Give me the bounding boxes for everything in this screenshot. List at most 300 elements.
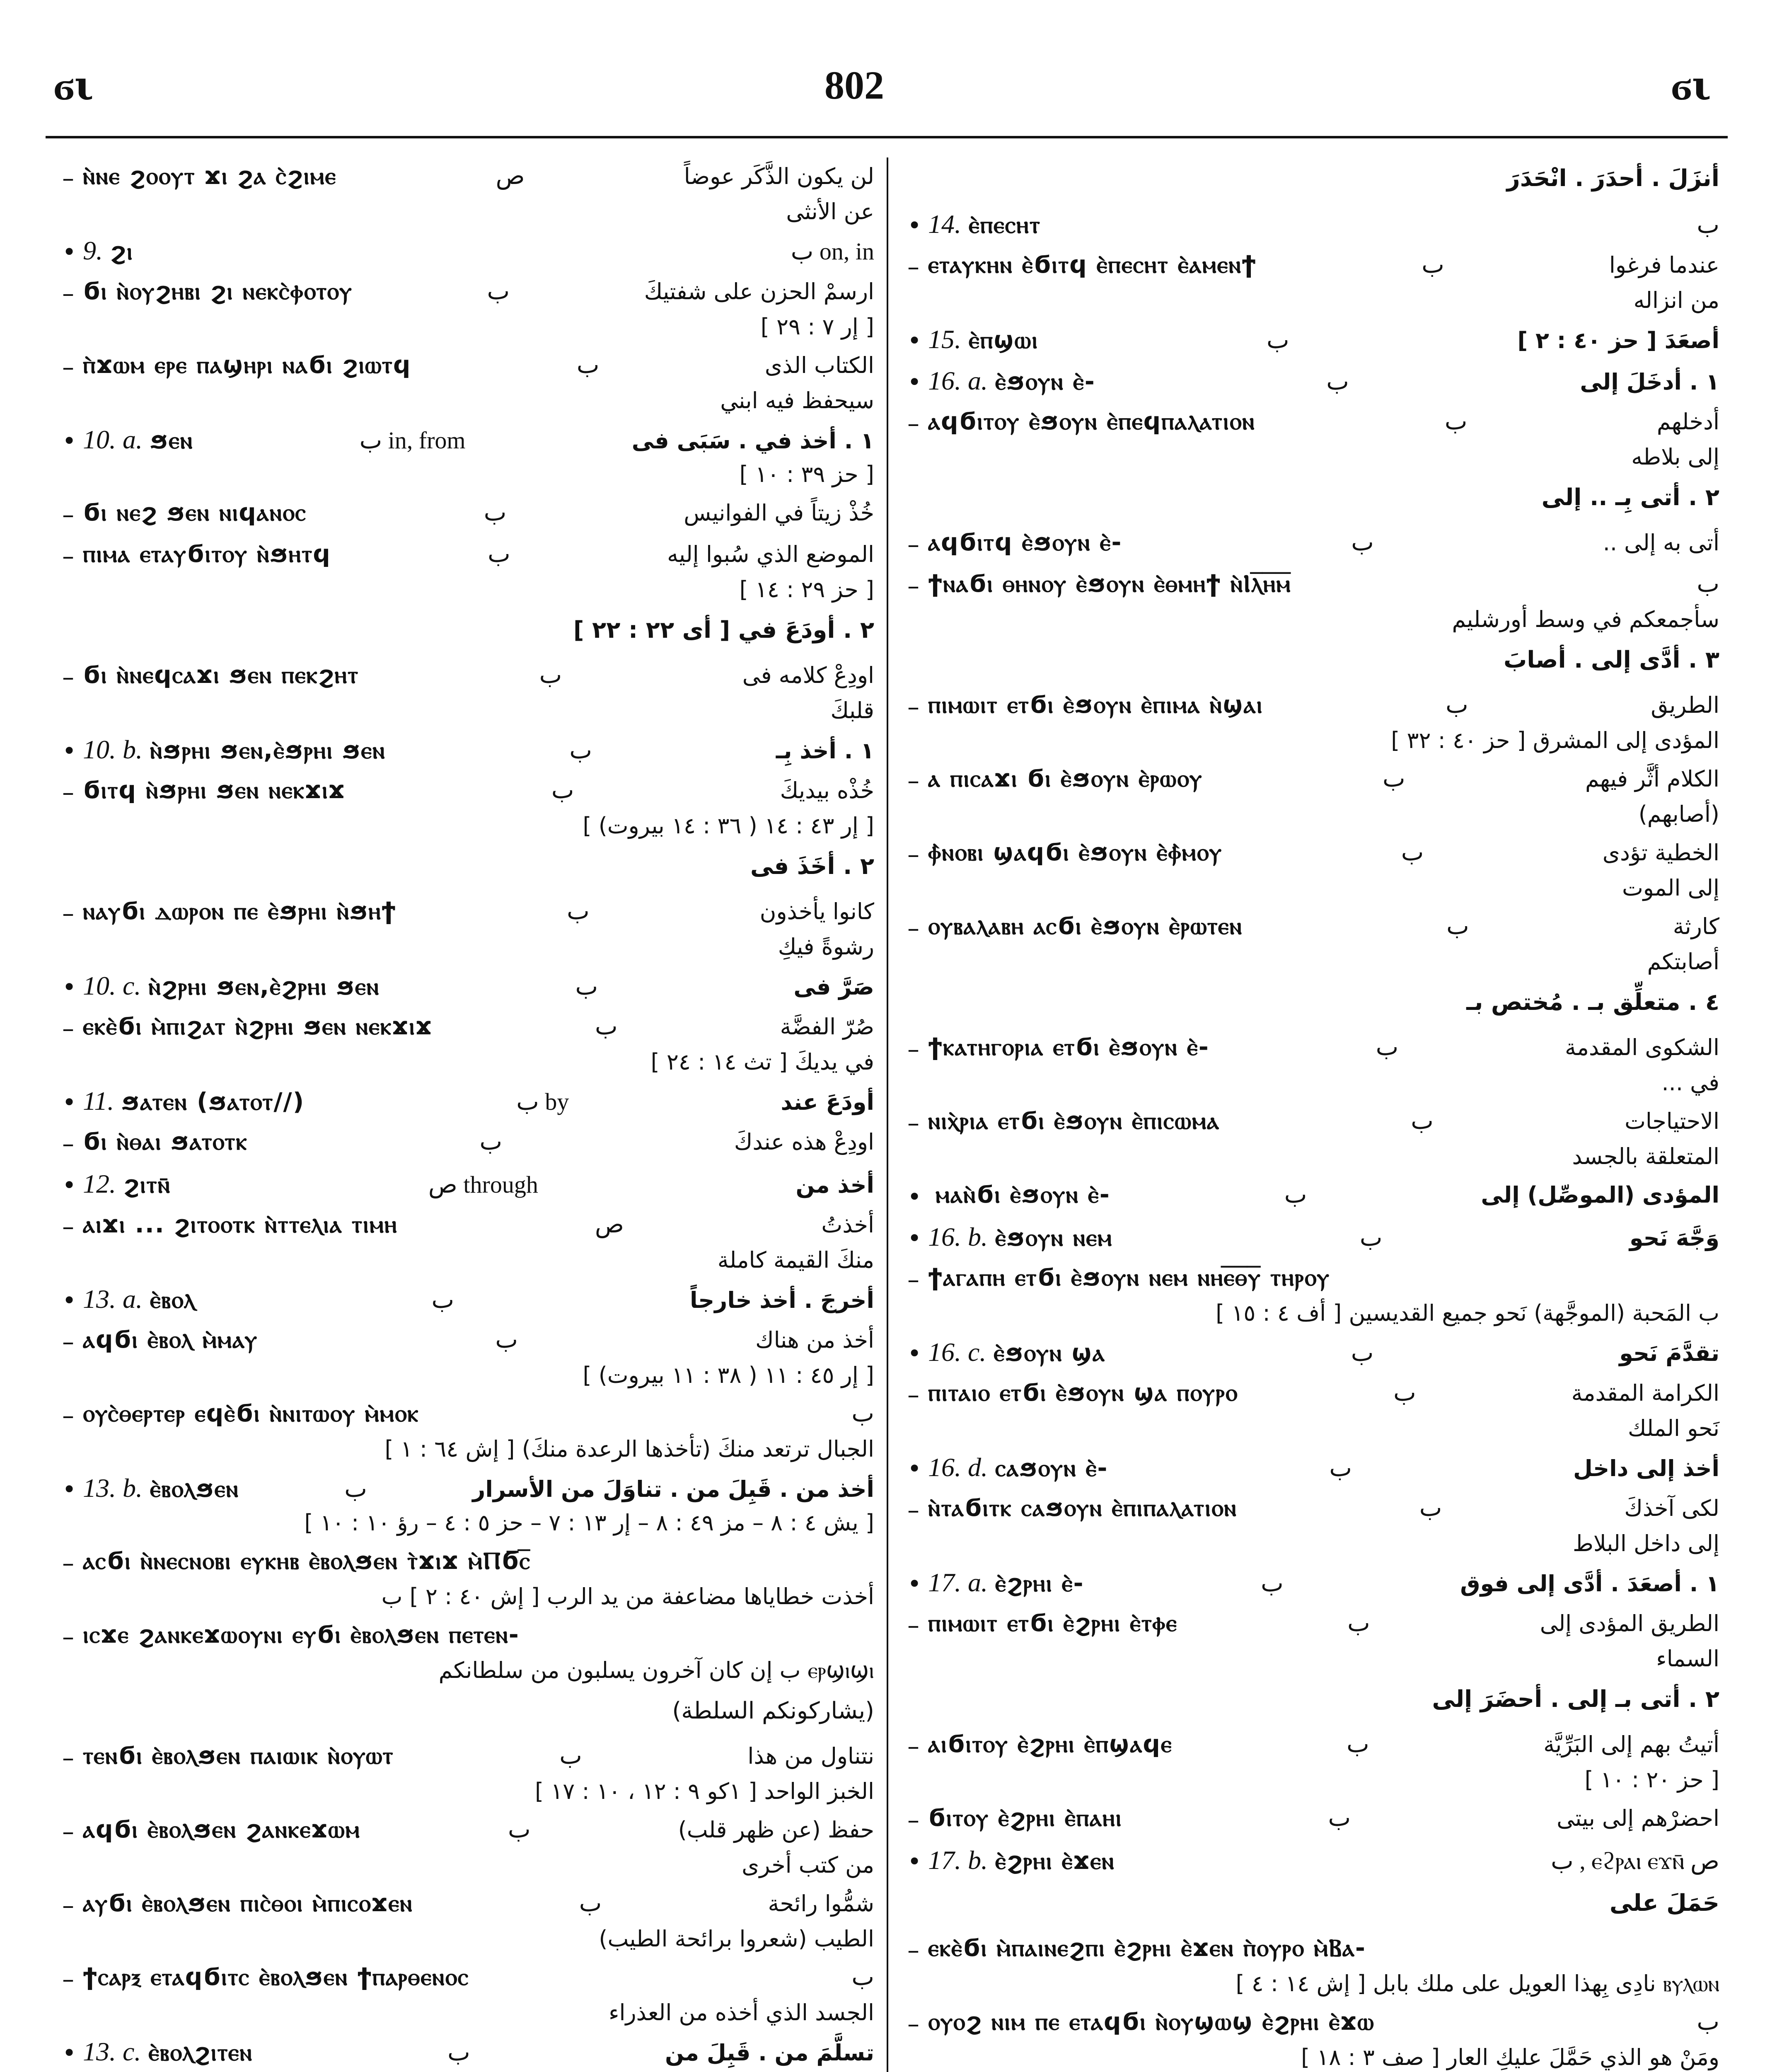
coptic-text: ⲁⲥϭⲓ ⲛ̀ⲛⲉⲥⲛⲟⲃⲓ ⲉⲩⲕⲏⲃ ⲉ̀ⲃⲟⲗϧⲉⲛ ⲧ̀ϫⲓϫ ⲙ̀Ⲡϭ̅ⲥ̅ xyxy=(83,1547,531,1575)
coptic-text: ⲛⲁⲩϭⲓ ⲇⲱⲣⲟⲛ ⲡⲉ ⲉ̀ϧⲣⲏⲓ ⲛ̀ϧⲏϯ xyxy=(83,897,397,925)
entry-line xyxy=(83,162,874,196)
entry-lemma xyxy=(83,1086,305,1116)
arabic-gloss: الخطية تؤدى xyxy=(1602,840,1719,866)
entry-lemma xyxy=(83,971,380,1001)
arabic-gloss: أتيتُ بهم إلى البَرِّيَّة xyxy=(1543,1731,1719,1757)
coptic-text: ⲙⲁⲛ̀ϭⲓ ⲉ̀ϧⲟⲩⲛ ⲉ̀- xyxy=(936,1180,1110,1208)
dialect-marker: ب xyxy=(575,973,598,1000)
entry-marker: – xyxy=(62,1213,74,1241)
arabic-gloss: احضرْهم إلى بيتى xyxy=(1557,1805,1719,1831)
dictionary-entry xyxy=(62,351,874,417)
entry-marker: – xyxy=(907,572,919,600)
dictionary-entry xyxy=(62,734,874,768)
entry-lemma xyxy=(83,1127,248,1156)
entry-marker: – xyxy=(62,1402,74,1430)
arabic-continuation: إلى الموت xyxy=(1622,875,1719,901)
entry-body xyxy=(928,1033,1719,1099)
entry-line xyxy=(83,498,874,532)
entry-line xyxy=(83,971,874,1005)
dictionary-entry xyxy=(907,1493,1719,1560)
arabic-gloss: الطريق xyxy=(1651,692,1719,718)
entry-line xyxy=(928,1845,1719,1879)
entry-line xyxy=(928,1337,1719,1371)
dialect-marker: ب xyxy=(1697,2008,1719,2035)
dictionary-entry xyxy=(907,1682,1719,1722)
entry-body xyxy=(928,1337,1719,1371)
dialect-marker: ب xyxy=(1351,1339,1374,1366)
entry-lemma xyxy=(928,1263,1330,1292)
dictionary-entry xyxy=(62,1325,874,1392)
arabic-continuation: رشوةً فيكِ xyxy=(778,934,874,960)
entry-heading-arabic: ٢ . أخَذَ فى xyxy=(750,853,874,880)
entry-line xyxy=(83,1086,874,1120)
dialect-marker: ب xyxy=(559,1742,582,1769)
arabic-gloss: أخذ إلى داخل xyxy=(1573,1455,1719,1481)
arabic-continuation: (أصابهم) xyxy=(1638,801,1719,827)
arabic-gloss: أخذ من هناك xyxy=(755,1327,874,1353)
coptic-text: ⲉ̀ϩⲣⲏⲓ ⲉ̀- xyxy=(995,1569,1084,1597)
dictionary-entry xyxy=(62,1963,874,2029)
entry-body xyxy=(83,776,874,842)
arabic-gloss: الكلام أثَّر فيهم xyxy=(1585,766,1719,792)
entry-lemma xyxy=(83,1741,394,1770)
dialect-marker: ب on, in xyxy=(791,238,874,265)
entry-lemma xyxy=(928,1567,1084,1598)
dictionary-entry xyxy=(907,1222,1719,1256)
dialect-marker: ب xyxy=(508,1816,531,1843)
entry-body xyxy=(928,1378,1719,1445)
entry-line xyxy=(83,1620,874,1654)
entry-body xyxy=(83,1169,874,1203)
coptic-text: ⲁϥϭⲓ ⲉ̀ⲃⲟⲗ ⲙ̀ⲙⲁⲩ xyxy=(83,1325,258,1353)
dictionary-entry xyxy=(62,498,874,532)
entry-number: 16. b. xyxy=(928,1222,988,1251)
entry-body xyxy=(83,235,874,269)
entry-heading-arabic: ٢ . أتى بـ إلى . أحضَرَ إلى xyxy=(1432,1686,1719,1713)
entry-lemma xyxy=(928,1337,1105,1368)
dialect-marker: ب xyxy=(1383,765,1405,792)
entry-line xyxy=(928,1263,1719,1297)
arabic-gloss: ارسمْ الحزن على شفتيكَ xyxy=(644,278,874,305)
arabic-continuation: [ إر ٧ : ٢٩ ] xyxy=(760,314,874,340)
entry-number: 9. xyxy=(83,236,103,265)
entry-line xyxy=(83,277,874,311)
coptic-text: ⲉⲕⲉ̀ϭⲓ ⲙ̀ⲡⲁⲓⲛⲉϩⲡⲓ ⲉ̀ϩⲣⲏⲓ ⲉ̀ϫⲉⲛ ⲡ̀ⲟⲩⲣⲟ ⲙ̀Ⲃⲁ- xyxy=(928,1934,1366,1962)
entry-body xyxy=(928,366,1719,399)
dictionary-entry xyxy=(907,1934,1719,2000)
dictionary-entry xyxy=(62,1210,874,1276)
entry-line xyxy=(928,407,1719,441)
entry-lemma xyxy=(83,235,133,266)
dialect-marker: ب xyxy=(431,1286,455,1313)
entry-line xyxy=(83,1210,874,1244)
entry-number: 10. a. xyxy=(83,425,143,454)
entry-line xyxy=(928,366,1719,399)
coptic-text: ϩⲓ xyxy=(110,237,133,265)
entry-marker: • xyxy=(62,1475,77,1503)
entry-number: 13. a. xyxy=(83,1284,143,1314)
entry-lemma xyxy=(83,776,346,804)
dictionary-entry xyxy=(907,569,1719,636)
arabic-gloss: ١ . أخذ في . سَبَى فى xyxy=(631,428,874,454)
coptic-text: ⲫ̀ⲛⲟⲃⲓ ϣⲁϥϭⲓ ⲉ̀ϧⲟⲩⲛ ⲉ̀ⲫ̀ⲙⲟⲩ xyxy=(928,838,1223,866)
arabic-continuation: في ... xyxy=(1661,1070,1719,1096)
entry-line xyxy=(928,1493,1719,1527)
arabic-gloss: الكتاب الذى xyxy=(764,352,874,378)
entry-body xyxy=(83,1741,874,1808)
entry-body xyxy=(928,1106,1719,1173)
entry-marker: • xyxy=(62,427,77,455)
entry-line xyxy=(83,1963,874,1997)
arabic-gloss: ١ . أخذ بِـ xyxy=(776,738,874,764)
arabic-gloss: تقدَّمَ نَحو xyxy=(1619,1340,1719,1366)
arabic-continuation: [ حز ٢٠ : ١٠ ] xyxy=(1584,1767,1719,1793)
entry-heading-arabic: حَمَلَ على xyxy=(1609,1890,1719,1917)
entry-body xyxy=(83,661,874,727)
entry-lemma xyxy=(83,897,397,925)
entry-line xyxy=(928,1378,1719,1412)
entry-marker: • xyxy=(907,368,922,396)
entry-marker: – xyxy=(62,542,74,570)
dialect-marker: ب xyxy=(1329,1455,1352,1481)
coptic-text: ⲛ̀ⲧⲁϭⲓⲧⲕ ⲥⲁϧⲟⲩⲛ ⲉ̀ⲡⲓⲡⲁⲗⲁⲧⲓⲟⲛ xyxy=(928,1493,1237,1522)
dialect-marker: ب xyxy=(567,898,590,925)
entry-body xyxy=(928,162,1719,201)
dialect-marker: ب xyxy=(1359,1224,1383,1251)
entry-marker: – xyxy=(62,1549,74,1577)
entry-marker: • xyxy=(62,737,77,765)
entry-marker: • xyxy=(907,1224,922,1252)
dictionary-entry xyxy=(907,1567,1719,1601)
entry-marker: – xyxy=(62,1744,74,1772)
entry-line xyxy=(928,250,1719,284)
dictionary-entry xyxy=(907,764,1719,830)
entry-body xyxy=(928,985,1719,1025)
entry-lemma xyxy=(928,2007,1375,2036)
arabic-gloss: عندما فرغوا xyxy=(1609,252,1719,278)
entry-number: 11. xyxy=(83,1086,114,1116)
dictionary-entry xyxy=(907,1845,1719,1879)
entry-body xyxy=(83,1694,874,1734)
entry-lemma xyxy=(928,838,1222,867)
entry-marker: • xyxy=(62,2039,77,2067)
arabic-gloss: وَجَّهَ نَحو xyxy=(1629,1225,1719,1251)
arabic-continuation: [ يش ٤ : ٨ – مز ٤٩ : ٨ – إر ١٣ : ٧ – حز ٥ : ٤ – رؤ ١٠ : ١٠ ] xyxy=(304,1510,874,1536)
entry-line xyxy=(83,734,874,768)
dialect-marker: ب xyxy=(1697,211,1719,238)
dialect-marker: ب xyxy=(344,1475,367,1502)
dictionary-entry xyxy=(62,1620,874,1687)
entry-body xyxy=(928,1845,1719,1879)
entry-body xyxy=(83,1473,874,1539)
entry-marker: – xyxy=(62,164,74,192)
arabic-gloss: ١ . أدخَلَ إلى xyxy=(1580,369,1719,395)
entry-line xyxy=(83,2036,874,2070)
entry-marker: – xyxy=(907,693,919,721)
arabic-continuation: الطيب (شعروا برائحة الطيب) xyxy=(599,1926,874,1952)
entry-marker: – xyxy=(907,1611,919,1639)
right-column xyxy=(907,162,1719,2072)
dictionary-entry xyxy=(907,1378,1719,1445)
entry-lemma xyxy=(928,1803,1122,1832)
entry-body xyxy=(928,1567,1719,1601)
entry-heading-arabic: أنزَلَ . أحدَرَ . انْحَدَرَ xyxy=(1506,165,1719,192)
entry-marker: • xyxy=(62,1286,77,1314)
entry-line xyxy=(83,1889,874,1923)
coptic-text: ϩⲓⲧⲛ̄ xyxy=(123,1170,171,1198)
entry-number: 17. b. xyxy=(928,1845,988,1875)
entry-body xyxy=(928,838,1719,904)
arabic-gloss: أتى به إلى .. xyxy=(1603,530,1719,556)
coptic-text: ⲉⲕⲉ̀ϭⲓ ⲙ̀ⲡⲓϩⲁⲧ ⲛ̀ϩⲣⲏⲓ ϧⲉⲛ ⲛⲉⲕϫⲓϫ xyxy=(83,1012,433,1040)
arabic-continuation: ⲉⲣϣⲓϣⲓ ب إن كان آخرون يسلبون من سلطانكم xyxy=(438,1657,874,1683)
coptic-text: ⲟⲩⲃⲁⲗⲁⲃⲏ ⲁⲥϭⲓ ⲉ̀ϧⲟⲩⲛ ⲉ̀ⲣⲱⲧⲉⲛ xyxy=(928,912,1243,940)
dictionary-entry xyxy=(907,407,1719,473)
dialect-marker: ب xyxy=(576,351,600,378)
entry-body xyxy=(83,1127,874,1161)
dialect-marker: ب xyxy=(1446,691,1468,718)
entry-body xyxy=(83,1210,874,1276)
entry-marker: – xyxy=(62,1818,74,1846)
coptic-text: ⲉ̀ϧⲟⲩⲛ ⲛⲉⲙ xyxy=(995,1223,1113,1251)
entry-body xyxy=(928,690,1719,757)
entry-lemma xyxy=(928,1609,1177,1637)
dictionary-entry xyxy=(62,235,874,269)
dictionary-entry xyxy=(907,1730,1719,1796)
dialect-marker: ب xyxy=(495,1326,518,1353)
dialect-marker: ب xyxy=(1697,570,1719,597)
dictionary-entry xyxy=(62,1086,874,1120)
entry-body xyxy=(928,1609,1719,1675)
coptic-text: ϯⲁⲅⲁⲡⲏ ⲉⲧϭⲓ ⲉ̀ϧⲟⲩⲛ ⲛⲉⲙ ⲛⲏⲉ̅ⲑ̅ⲩ̅ ⲧⲏⲣⲟⲩ xyxy=(928,1263,1330,1291)
entry-marker: – xyxy=(907,1936,919,1964)
coptic-text: ϭⲓⲧϥ ⲛ̀ϧⲣⲏⲓ ϧⲉⲛ ⲛⲉⲕϫⲓϫ xyxy=(83,776,346,804)
coptic-text: ⲟⲩⲥ̀ⲑⲉⲣⲧⲉⲣ ⲉϥⲉ̀ϭⲓ ⲛ̀ⲛⲓⲧⲱⲟⲩ ⲙ̀ⲙⲟⲕ xyxy=(83,1399,419,1427)
entry-lemma xyxy=(928,764,1203,793)
dialect-marker: ب xyxy=(539,661,562,688)
entry-body xyxy=(83,1889,874,1955)
entry-lemma xyxy=(83,1399,419,1428)
coptic-text: ⲓⲥϫⲉ ϩⲁⲛⲕⲉϫⲱⲟⲩⲛⲓ ⲉⲩϭⲓ ⲉ̀ⲃⲟⲗϧⲉⲛ ⲡⲉⲧⲉⲛ- xyxy=(83,1620,520,1648)
dictionary-entry xyxy=(907,1263,1719,1329)
entry-lemma xyxy=(928,569,1291,598)
entry-body xyxy=(83,1284,874,1318)
dictionary-entry xyxy=(907,528,1719,562)
arabic-gloss: تسلَّمَ من . قَبِلَ من xyxy=(665,2040,874,2066)
dictionary-entry xyxy=(907,1180,1719,1214)
entry-lemma xyxy=(928,366,1095,396)
dictionary-entry xyxy=(907,838,1719,904)
entry-line xyxy=(83,1127,874,1161)
arabic-continuation: ب المَحبة (الموجَّهة) نَحو جميع القديسين [ أف ٤ : ١٥ ] xyxy=(1216,1300,1719,1326)
entry-line xyxy=(928,1609,1719,1643)
arabic-gloss: أدخلهم xyxy=(1656,409,1719,435)
entry-line xyxy=(83,424,874,458)
entry-lemma xyxy=(928,1222,1112,1252)
entry-body xyxy=(83,424,874,491)
entry-lemma xyxy=(928,1493,1237,1522)
coptic-text: ⲉ̀ϧⲟⲩⲛ ϣⲁ xyxy=(994,1339,1105,1367)
arabic-gloss: الشكوى المقدمة xyxy=(1565,1034,1719,1060)
entry-body xyxy=(928,324,1719,358)
dictionary-entry xyxy=(907,1803,1719,1837)
entry-marker: – xyxy=(907,2010,919,2038)
entry-marker: • xyxy=(907,1847,922,1876)
entry-line xyxy=(928,690,1719,724)
dictionary-entry xyxy=(907,690,1719,757)
arabic-continuation: أصابتكم xyxy=(1647,949,1719,975)
entry-lemma xyxy=(83,1210,398,1239)
entry-body xyxy=(928,1222,1719,1256)
entry-number: 16. c. xyxy=(928,1337,986,1367)
arabic-continuation: الجبال ترتعد منكَ (تأخذها الرعدة منكَ) [ إش ٦٤ : ١ ] xyxy=(384,1436,874,1462)
entry-line xyxy=(83,1547,874,1581)
dialect-marker: ب xyxy=(1347,1610,1370,1636)
entry-line xyxy=(928,1106,1719,1140)
arabic-continuation: منكَ القيمة كاملة xyxy=(717,1247,874,1273)
arabic-gloss: كارثة xyxy=(1673,913,1719,939)
entry-marker: • xyxy=(62,973,77,1001)
dialect-marker: ب xyxy=(1422,251,1444,278)
dialect-marker: ب xyxy=(551,777,574,804)
entry-body xyxy=(83,971,874,1005)
entry-lemma xyxy=(83,1815,360,1844)
entry-number: 12. xyxy=(83,1169,116,1198)
dialect-marker: ب xyxy=(484,499,507,526)
dictionary-entry xyxy=(907,1886,1719,1926)
coptic-text: ϭⲓ ⲛ̀ⲑⲁⲓ ϧⲁⲧⲟⲧⲕ xyxy=(83,1127,248,1155)
entry-marker: – xyxy=(907,1266,919,1294)
entry-line xyxy=(928,1803,1719,1837)
coptic-text: ⲡ̀ϫⲱⲙ ⲉⲣⲉ ⲡⲁϣⲏⲣⲓ ⲛⲁϭⲓ ϩⲓⲱⲧϥ xyxy=(83,351,411,379)
entry-body xyxy=(83,613,874,653)
dictionary-entry xyxy=(62,776,874,842)
dictionary-entry xyxy=(62,1127,874,1161)
arabic-gloss: صَرَّ فى xyxy=(793,974,874,1000)
entry-marker: • xyxy=(907,211,922,240)
entry-marker: – xyxy=(62,501,74,529)
entry-lemma xyxy=(928,1033,1209,1061)
coptic-text: ⲥⲁϧⲟⲩⲛ ⲉ̀- xyxy=(995,1454,1108,1482)
entry-lemma xyxy=(83,277,353,305)
entry-body xyxy=(928,2007,1719,2072)
dictionary-entry xyxy=(62,1399,874,1465)
dialect-marker: ب xyxy=(1376,1034,1399,1060)
entry-lemma xyxy=(83,2036,253,2067)
dialect-marker: ص through xyxy=(428,1171,538,1198)
entry-line xyxy=(928,1222,1719,1256)
arabic-gloss: أخذتُ xyxy=(821,1212,874,1238)
page-header xyxy=(0,0,1765,137)
dialect-marker: ب xyxy=(488,540,510,567)
arabic-gloss: الكرامة المقدمة xyxy=(1571,1380,1719,1406)
header-rule xyxy=(46,136,1728,138)
entry-line xyxy=(928,528,1719,562)
entry-line xyxy=(928,1452,1719,1486)
entry-body xyxy=(928,209,1719,243)
entry-body xyxy=(83,351,874,417)
dictionary-entry xyxy=(62,1284,874,1318)
coptic-text: ϯⲕⲁⲧⲏⲅⲟⲣⲓⲁ ⲉⲧϭⲓ ⲉ̀ϧⲟⲩⲛ ⲉ̀- xyxy=(928,1033,1209,1061)
entry-heading-arabic: (يشاركونكم السلطة) xyxy=(672,1697,874,1724)
entry-body xyxy=(83,1815,874,1881)
entry-lemma xyxy=(83,661,359,689)
arabic-continuation: ومَنْ هو الذي حَمَّلَ عليكِ العار [ صف ٣ : ١٨ ] xyxy=(1301,2044,1719,2070)
entry-heading-arabic: ٢ . أودَعَ في [ أى ٢٢ : ٢٢ ] xyxy=(573,617,874,644)
entry-marker: – xyxy=(62,353,74,381)
entry-line xyxy=(928,209,1719,243)
entry-body xyxy=(83,1325,874,1392)
entry-lemma xyxy=(928,324,1038,355)
entry-lemma xyxy=(928,209,1041,240)
entry-lemma xyxy=(83,351,411,379)
coptic-text: ⲁⲩϭⲓ ⲉ̀ⲃⲟⲗϧⲉⲛ ⲡⲓⲥ̀ⲑⲟⲓ ⲙ̀ⲡⲓⲥⲟϫⲉⲛ xyxy=(83,1889,413,1917)
arabic-gloss: خُذْ زيتاً في الفوانيس xyxy=(684,500,874,526)
entry-body xyxy=(928,1934,1719,2000)
entry-line xyxy=(83,1169,874,1203)
entry-lemma xyxy=(83,424,193,455)
coptic-text: ⲁ ⲡⲓⲥⲁϫⲓ ϭⲓ ⲉ̀ϧⲟⲩⲛ ⲉ̀ⲣⲱⲟⲩ xyxy=(928,764,1203,792)
entry-lemma xyxy=(928,1378,1238,1407)
dialect-marker: ب xyxy=(1266,327,1289,353)
entry-marker: • xyxy=(907,1570,922,1598)
arabic-continuation: إلى بلاطه xyxy=(1631,444,1719,470)
entry-line xyxy=(83,897,874,931)
dialect-marker: ب by xyxy=(516,1088,569,1115)
header-right-letter: ϭι xyxy=(1671,62,1711,109)
entry-lemma xyxy=(83,1169,171,1199)
coptic-text: ⲡⲓⲙⲱⲓⲧ ⲉⲧϭⲓ ⲉ̀ϩⲣⲏⲓ ⲉ̀ⲧⲫⲉ xyxy=(928,1609,1178,1637)
dictionary-entry xyxy=(907,985,1719,1025)
dialect-marker: ب xyxy=(1284,1181,1307,1208)
entry-line xyxy=(928,1033,1719,1067)
coptic-text: ϭⲓⲧⲟⲩ ⲉ̀ϩⲣⲏⲓ ⲉ̀ⲡⲁⲏⲓ xyxy=(928,1803,1122,1832)
dictionary-entry xyxy=(62,661,874,727)
entry-marker: – xyxy=(907,1109,919,1137)
dictionary-entry xyxy=(907,1106,1719,1173)
coptic-text: ϭⲓ ⲛ̀ⲟⲩϩⲏⲃⲓ ϩⲓ ⲛⲉⲕⲥ̀ⲫⲟⲧⲟⲩ xyxy=(83,277,353,305)
entry-number: 16. d. xyxy=(928,1452,988,1482)
entry-line xyxy=(83,1284,874,1318)
arabic-continuation: الخبز الواحد [ ١كو ٩ : ١٢ ، ١٠ : ١٧ ] xyxy=(535,1778,874,1804)
entry-body xyxy=(928,1493,1719,1560)
entry-lemma xyxy=(928,1106,1220,1135)
arabic-continuation: نَحو الملك xyxy=(1627,1415,1719,1441)
entry-lemma xyxy=(83,1012,433,1041)
left-column xyxy=(62,162,874,2072)
entry-lemma xyxy=(83,1325,258,1354)
arabic-continuation: إلى داخل البلاط xyxy=(1572,1530,1719,1556)
entry-body xyxy=(83,540,874,606)
entry-body xyxy=(928,643,1719,683)
arabic-gloss: اودِعْ كلامه فى xyxy=(742,662,874,688)
entry-body xyxy=(83,498,874,532)
entry-lemma xyxy=(928,1934,1366,1962)
entry-lemma xyxy=(83,1284,196,1314)
arabic-gloss: المؤدى (الموصِّل) إلى xyxy=(1481,1182,1719,1208)
dictionary-entry xyxy=(62,540,874,606)
dictionary-entry xyxy=(907,481,1719,520)
arabic-continuation: سيحفظ فيه ابني xyxy=(720,387,874,414)
dictionary-entry xyxy=(62,424,874,491)
dictionary-entry xyxy=(907,2007,1719,2072)
entry-number: 16. a. xyxy=(928,366,988,395)
entry-body xyxy=(928,764,1719,830)
entry-line xyxy=(928,838,1719,872)
coptic-text: ⲡⲓⲙⲱⲓⲧ ⲉⲧϭⲓ ⲉ̀ϧⲟⲩⲛ ⲉ̀ⲡⲓⲙⲁ ⲛ̀ϣⲁⲓ xyxy=(928,690,1263,719)
entry-body xyxy=(83,162,874,228)
entry-lemma xyxy=(928,528,1122,557)
